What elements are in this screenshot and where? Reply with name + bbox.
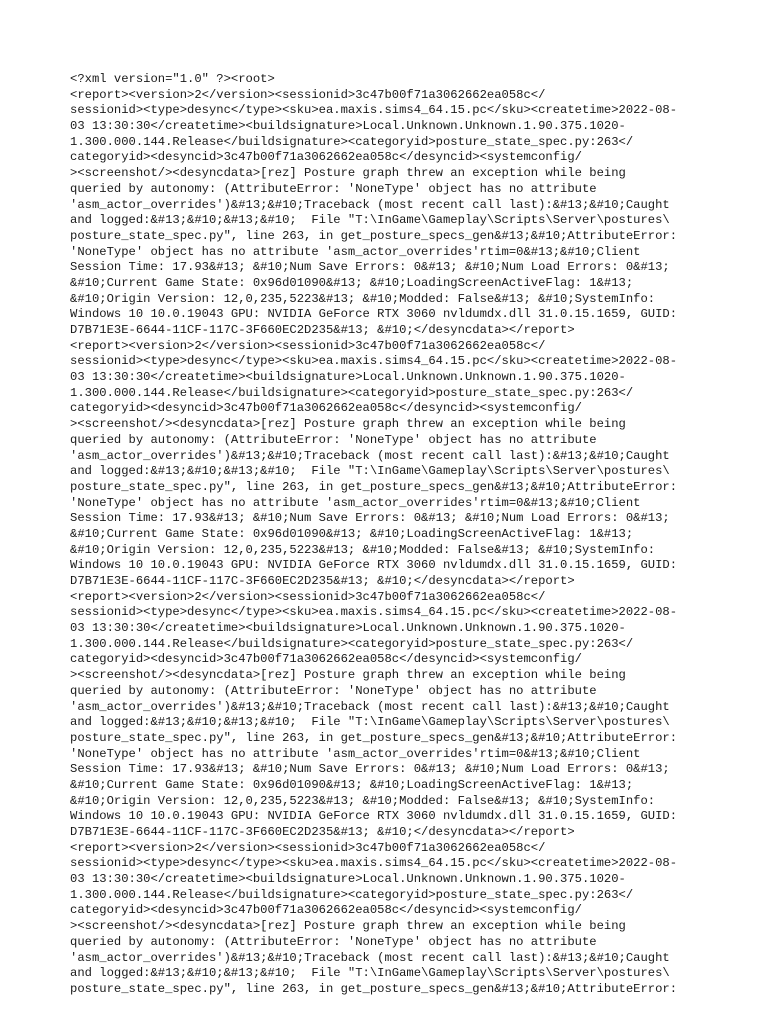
text-line: 'asm_actor_overrides')&#13;&#10;Traceback (most recent call last):&#13;&#10;Caught	[70, 950, 670, 965]
text-line: posture_state_spec.py", line 263, in get_posture_specs_gen&#13;&#10;AttributeError:	[70, 228, 678, 243]
text-line: &#10;Origin Version: 12,0,235,5223&#13; &#10;Modded: False&#13; &#10;SystemInfo:	[70, 542, 656, 557]
text-line: and logged:&#13;&#10;&#13;&#10; File "T:\InGame\Gameplay\Scripts\Server\postures\	[70, 464, 670, 479]
text-line: Windows 10 10.0.19043 GPU: NVIDIA GeForce RTX 3060 nvldumdx.dll 31.0.15.1659, GUID:	[70, 307, 678, 322]
text-line: ><screenshot/><desyncdata>[rez] Posture graph threw an exception while being	[70, 417, 626, 432]
text-line: and logged:&#13;&#10;&#13;&#10; File "T:\InGame\Gameplay\Scripts\Server\postures\	[70, 715, 670, 730]
text-line: &#10;Current Game State: 0x96d01090&#13; &#10;LoadingScreenActiveFlag: 1&#13;	[70, 275, 634, 290]
text-line: sessionid><type>desync</type><sku>ea.maxis.sims4_64.15.pc</sku><createtime>2022-08-	[70, 856, 678, 871]
text-line: <?xml version="1.0" ?><root>	[70, 72, 275, 86]
text-line: &#10;Origin Version: 12,0,235,5223&#13; &#10;Modded: False&#13; &#10;SystemInfo:	[70, 793, 656, 808]
text-line: sessionid><type>desync</type><sku>ea.maxis.sims4_64.15.pc</sku><createtime>2022-08-	[70, 605, 678, 620]
text-line: D7B71E3E-6644-11CF-117C-3F660EC2D235&#13; &#10;</desyncdata></report>	[70, 825, 575, 839]
text-line: categoryid><desyncid>3c47b00f71a3062662ea058c</desyncid><systemconfig/	[70, 652, 582, 667]
text-line: categoryid><desyncid>3c47b00f71a3062662ea058c</desyncid><systemconfig/	[70, 401, 582, 416]
text-line: sessionid><type>desync</type><sku>ea.maxis.sims4_64.15.pc</sku><createtime>2022-08-	[70, 103, 678, 118]
text-line: 'NoneType' object has no attribute 'asm_actor_overrides'rtim=0&#13;&#10;Client	[70, 495, 641, 510]
text-line: <report><version>2</version><sessionid>3c47b00f71a3062662ea058c</	[70, 87, 546, 102]
text-line: and logged:&#13;&#10;&#13;&#10; File "T:\InGame\Gameplay\Scripts\Server\postures\	[70, 966, 670, 981]
text-line: 1.300.000.144.Release</buildsignature><categoryid>posture_state_spec.py:263</	[70, 887, 634, 902]
text-line: &#10;Origin Version: 12,0,235,5223&#13; &#10;Modded: False&#13; &#10;SystemInfo:	[70, 291, 656, 306]
text-line: D7B71E3E-6644-11CF-117C-3F660EC2D235&#13; &#10;</desyncdata></report>	[70, 323, 575, 337]
text-line: posture_state_spec.py", line 263, in get_posture_specs_gen&#13;&#10;AttributeError:	[70, 479, 678, 494]
text-line: Session Time: 17.93&#13; &#10;Num Save Errors: 0&#13; &#10;Num Load Errors: 0&#13;	[70, 511, 670, 526]
text-line: 03 13:30:30</createtime><buildsignature>Local.Unknown.Unknown.1.90.375.1020-	[70, 119, 626, 134]
text-line: <report><version>2</version><sessionid>3c47b00f71a3062662ea058c</	[70, 338, 546, 353]
text-line: &#10;Current Game State: 0x96d01090&#13; &#10;LoadingScreenActiveFlag: 1&#13;	[70, 526, 634, 541]
text-line: Session Time: 17.93&#13; &#10;Num Save Errors: 0&#13; &#10;Num Load Errors: 0&#13;	[70, 260, 670, 275]
text-line: 03 13:30:30</createtime><buildsignature>Local.Unknown.Unknown.1.90.375.1020-	[70, 872, 626, 887]
text-line: 'asm_actor_overrides')&#13;&#10;Traceback (most recent call last):&#13;&#10;Caught	[70, 197, 670, 212]
text-line: queried by autonomy: (AttributeError: 'NoneType' object has no attribute	[70, 683, 597, 698]
text-line: 'asm_actor_overrides')&#13;&#10;Traceback (most recent call last):&#13;&#10;Caught	[70, 699, 670, 714]
text-line: categoryid><desyncid>3c47b00f71a3062662ea058c</desyncid><systemconfig/	[70, 150, 582, 165]
text-line: ><screenshot/><desyncdata>[rez] Posture graph threw an exception while being	[70, 166, 626, 181]
text-line: &#10;Current Game State: 0x96d01090&#13; &#10;LoadingScreenActiveFlag: 1&#13;	[70, 777, 634, 792]
text-line: Windows 10 10.0.19043 GPU: NVIDIA GeForce RTX 3060 nvldumdx.dll 31.0.15.1659, GUID:	[70, 558, 678, 573]
text-line: 1.300.000.144.Release</buildsignature><categoryid>posture_state_spec.py:263</	[70, 134, 634, 149]
text-line: Session Time: 17.93&#13; &#10;Num Save Errors: 0&#13; &#10;Num Load Errors: 0&#13;	[70, 762, 670, 777]
text-line: <report><version>2</version><sessionid>3c47b00f71a3062662ea058c</	[70, 840, 546, 855]
xml-log-text	[70, 72, 710, 998]
text-line: Windows 10 10.0.19043 GPU: NVIDIA GeForce RTX 3060 nvldumdx.dll 31.0.15.1659, GUID:	[70, 809, 678, 824]
text-line: queried by autonomy: (AttributeError: 'NoneType' object has no attribute	[70, 934, 597, 949]
text-line: D7B71E3E-6644-11CF-117C-3F660EC2D235&#13; &#10;</desyncdata></report>	[70, 574, 575, 588]
text-line: 03 13:30:30</createtime><buildsignature>Local.Unknown.Unknown.1.90.375.1020-	[70, 370, 626, 385]
text-line: 'asm_actor_overrides')&#13;&#10;Traceback (most recent call last):&#13;&#10;Caught	[70, 448, 670, 463]
text-line: sessionid><type>desync</type><sku>ea.maxis.sims4_64.15.pc</sku><createtime>2022-08-	[70, 354, 678, 369]
text-line: 1.300.000.144.Release</buildsignature><categoryid>posture_state_spec.py:263</	[70, 636, 634, 651]
text-line: <report><version>2</version><sessionid>3c47b00f71a3062662ea058c</	[70, 589, 546, 604]
text-line: queried by autonomy: (AttributeError: 'NoneType' object has no attribute	[70, 432, 597, 447]
text-line: ><screenshot/><desyncdata>[rez] Posture graph threw an exception while being	[70, 919, 626, 934]
text-line: 03 13:30:30</createtime><buildsignature>Local.Unknown.Unknown.1.90.375.1020-	[70, 621, 626, 636]
text-line: posture_state_spec.py", line 263, in get_posture_specs_gen&#13;&#10;AttributeError:	[70, 730, 678, 745]
text-line: 1.300.000.144.Release</buildsignature><categoryid>posture_state_spec.py:263</	[70, 385, 634, 400]
text-line: categoryid><desyncid>3c47b00f71a3062662ea058c</desyncid><systemconfig/	[70, 903, 582, 918]
text-line: 'NoneType' object has no attribute 'asm_actor_overrides'rtim=0&#13;&#10;Client	[70, 746, 641, 761]
text-line: and logged:&#13;&#10;&#13;&#10; File "T:\InGame\Gameplay\Scripts\Server\postures\	[70, 213, 670, 228]
text-line: posture_state_spec.py", line 263, in get_posture_specs_gen&#13;&#10;AttributeError:	[70, 981, 678, 996]
text-line: ><screenshot/><desyncdata>[rez] Posture graph threw an exception while being	[70, 668, 626, 683]
text-line: 'NoneType' object has no attribute 'asm_actor_overrides'rtim=0&#13;&#10;Client	[70, 244, 641, 259]
text-line: queried by autonomy: (AttributeError: 'NoneType' object has no attribute	[70, 181, 597, 196]
